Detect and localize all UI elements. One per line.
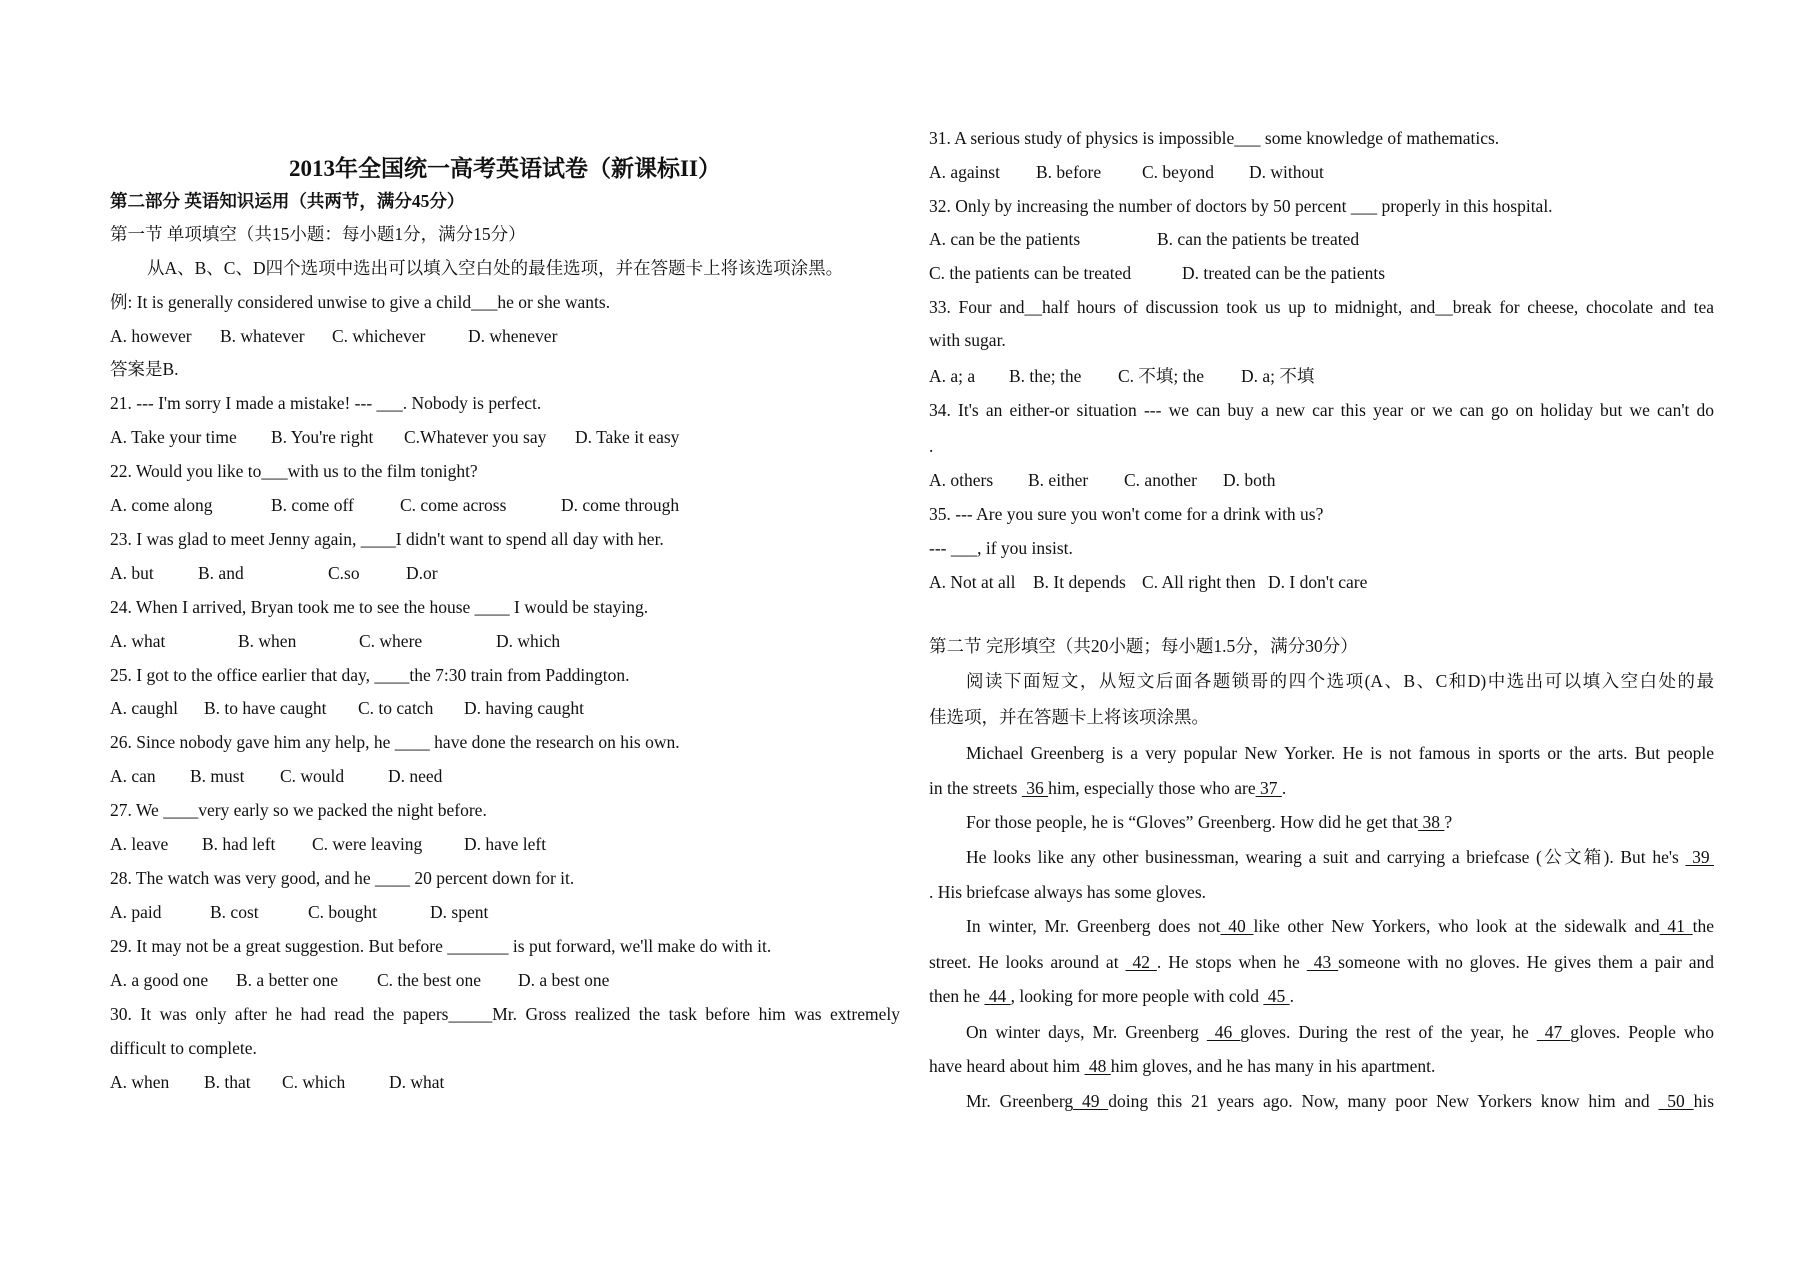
text-line (110, 867, 574, 889)
answer-option: D. need (388, 766, 443, 786)
text-line: street. He looks around at 42 . He stops when he 43 someone with no gloves. He gives them a pair and (929, 952, 1715, 972)
answer-option: D. without (1249, 162, 1324, 182)
line-text: 26. Since nobody gave him any help, he ____ have done the research on his own. (110, 732, 680, 752)
text-line (929, 985, 1294, 1007)
answer-option: C. the patients can be treated (929, 263, 1132, 283)
line-text: 21. --- I'm sorry I made a mistake! --- ___. Nobody is perfect. (110, 393, 542, 413)
answer-option: A. a good one (110, 970, 209, 990)
text-line (110, 257, 843, 279)
answer-option: C. come across (400, 495, 507, 515)
cloze-blank: 36 (1021, 778, 1049, 798)
cloze-blank: 43 (1306, 952, 1339, 972)
line-text: . (929, 436, 934, 456)
line-text: in the streets 36 him, especially those who are 37 . (929, 778, 1287, 798)
line-text: 25. I got to the office earlier that day, ____the 7:30 train from Paddington. (110, 665, 630, 685)
text-line (929, 706, 1209, 728)
answer-option: B. come off (271, 495, 354, 515)
text-line: Michael Greenberg is a very popular New Yorker. He is not famous in sports or the arts. But people (966, 743, 1714, 763)
text-line (929, 881, 1206, 903)
answer-options (110, 494, 900, 516)
text-line (929, 537, 1073, 559)
cloze-blank: 39 (1685, 847, 1715, 867)
section-heading (110, 190, 464, 212)
text-line (110, 460, 478, 482)
line-text: 例: It is generally considered unwise to give a child___he or she wants. (110, 292, 611, 312)
answer-option: B. to have caught (204, 698, 327, 718)
line-text: . His briefcase always has some gloves. (929, 882, 1207, 902)
line-text: 29. It may not be a great suggestion. But before _______ is put forward, we'll make do with it. (110, 936, 772, 956)
answer-option: D. treated can be the patients (1182, 263, 1386, 283)
cloze-blank: 40 (1220, 916, 1254, 936)
answer-options (110, 969, 900, 991)
answer-option: D. a best one (518, 970, 610, 990)
answer-option: A. others (929, 470, 994, 490)
answer-option: B. You're right (271, 427, 374, 447)
answer-option: D.or (406, 563, 438, 583)
answer-option: C. where (359, 631, 423, 651)
answer-options (929, 161, 1714, 183)
cloze-blank: 38 (1418, 812, 1445, 832)
line-text: --- ___, if you insist. (929, 538, 1073, 558)
answer-option: B. and (198, 563, 244, 583)
answer-option: B. whatever (220, 326, 305, 346)
answer-option: A. come along (110, 495, 213, 515)
text-line: In winter, Mr. Greenberg does not 40 like other New Yorkers, who look at the sidewalk and 41 the (966, 916, 1715, 936)
answer-option: A. against (929, 162, 1000, 182)
answer-option: A. caughl (110, 698, 179, 718)
answer-option: A. Not at all (929, 572, 1016, 592)
text-line (929, 811, 1452, 833)
answer-option: B. the; the (1009, 366, 1082, 386)
line-text: with sugar. (929, 330, 1006, 350)
answer-option: B. either (1028, 470, 1089, 490)
cloze-blank: 47 (1536, 1022, 1571, 1042)
answer-option: A. can be the patients (929, 229, 1081, 249)
answer-option: C. to catch (358, 698, 434, 718)
answer-options (929, 365, 1714, 387)
answer-option: C.Whatever you say (404, 427, 547, 447)
text-line: 阅读下面短文，从短文后面各题锁哥的四个选项(A、B、C和D)中选出可以填入空白处的最 (966, 671, 1714, 691)
text-line (929, 435, 933, 457)
text-line (110, 528, 664, 550)
answer-option: A. however (110, 326, 192, 346)
text-line: He looks like any other businessman, wearing a suit and carrying a briefcase (公文箱). But he's 39 (966, 847, 1715, 867)
answer-option: A. when (110, 1072, 170, 1092)
text-line (110, 358, 179, 380)
answer-option: A. a; a (929, 366, 976, 386)
answer-options (110, 697, 900, 719)
answer-options (929, 228, 1714, 250)
text-line (110, 935, 771, 957)
answer-option: D. both (1223, 470, 1276, 490)
text-line (110, 1037, 257, 1059)
line-text: 31. A serious study of physics is impossible___ some knowledge of mathematics. (929, 128, 1500, 148)
answer-option: B. had left (202, 834, 276, 854)
text-line (929, 503, 1323, 525)
answer-option: D. whenever (468, 326, 558, 346)
answer-option: B. before (1036, 162, 1102, 182)
text-line (929, 195, 1553, 217)
answer-options (929, 262, 1714, 284)
answer-options (929, 571, 1714, 593)
answer-option: C. beyond (1142, 162, 1214, 182)
line-text: 32. Only by increasing the number of doctors by 50 percent ___ properly in this hospital. (929, 196, 1553, 216)
line-text: 从A、B、C、D四个选项中选出可以填入空白处的最佳选项，并在答题卡上将该选项涂黑。 (147, 258, 844, 278)
text-line (929, 777, 1286, 799)
line-text: then he 44 , looking for more people with cold 45 . (929, 986, 1295, 1006)
line-text: 24. When I arrived, Bryan took me to see the house ____ I would be staying. (110, 597, 649, 617)
text-line: On winter days, Mr. Greenberg 46 gloves. During the rest of the year, he 47 gloves. People who (966, 1022, 1715, 1042)
answer-option: D. come through (561, 495, 680, 515)
answer-options (110, 426, 900, 448)
answer-options (110, 833, 900, 855)
line-text: 28. The watch was very good, and he ____ 20 percent down for it. (110, 868, 575, 888)
answer-option: B. can the patients be treated (1157, 229, 1360, 249)
text-line (929, 635, 1358, 657)
answer-options (110, 765, 900, 787)
answer-option: A. can (110, 766, 156, 786)
text-line (110, 664, 630, 686)
answer-option: A. leave (110, 834, 169, 854)
answer-option: C. 不填; the (1118, 366, 1205, 386)
line-text: 佳选项，并在答题卡上将该项涂黑。 (929, 707, 1209, 727)
cloze-blank: 46 (1206, 1022, 1241, 1042)
line-text: 35. --- Are you sure you won't come for a drink with us? (929, 504, 1324, 524)
answer-options (929, 469, 1714, 491)
answer-option: C. whichever (332, 326, 426, 346)
answer-option: D. I don't care (1268, 572, 1368, 592)
answer-options (110, 630, 900, 652)
answer-option: A. paid (110, 902, 162, 922)
answer-options (110, 562, 900, 584)
answer-option: C. were leaving (312, 834, 423, 854)
answer-option: B. that (204, 1072, 251, 1092)
answer-option: C.so (328, 563, 360, 583)
text-line (110, 596, 648, 618)
text-line (110, 799, 487, 821)
text-line (110, 731, 680, 753)
text-line (110, 223, 526, 245)
line-text: have heard about him 48 him gloves, and he has many in his apartment. (929, 1056, 1436, 1076)
text-line (110, 291, 610, 313)
text-line: 34. It's an either-or situation --- we can buy a new car this year or we can go on holiday but we can't do (929, 400, 1714, 420)
answer-option: D. which (496, 631, 561, 651)
text-line (110, 392, 541, 414)
answer-options (110, 1071, 900, 1093)
answer-options (110, 325, 900, 347)
line-text: 22. Would you like to___with us to the film tonight? (110, 461, 478, 481)
line-text: difficult to complete. (110, 1038, 257, 1058)
answer-option: B. when (238, 631, 297, 651)
answer-option: A. what (110, 631, 166, 651)
answer-option: A. but (110, 563, 154, 583)
answer-options (110, 901, 900, 923)
line-text: For those people, he is “Gloves” Greenberg. How did he get that 38 ? (966, 812, 1453, 832)
cloze-blank: 44 (984, 986, 1011, 1006)
answer-option: D. what (389, 1072, 445, 1092)
answer-option: C. would (280, 766, 345, 786)
text-line (929, 1055, 1435, 1077)
line-text: 27. We ____very early so we packed the night before. (110, 800, 487, 820)
line-text: 第一节 单项填空（共15小题：每小题1分，满分15分） (110, 224, 526, 244)
answer-option: C. the best one (377, 970, 482, 990)
answer-option: B. a better one (236, 970, 339, 990)
line-text: 23. I was glad to meet Jenny again, ____I didn't want to spend all day with her. (110, 529, 664, 549)
answer-option: C. which (282, 1072, 346, 1092)
cloze-blank: 50 (1658, 1091, 1694, 1111)
answer-option: D. a; 不填 (1241, 366, 1315, 386)
line-text: 第二节 完形填空（共20小题；每小题1.5分，满分30分） (929, 636, 1358, 656)
cloze-blank: 37 (1255, 778, 1282, 798)
line-text: 第二部分 英语知识运用（共两节，满分45分） (110, 191, 465, 211)
text-line: 30. It was only after he had read the papers_____Mr. Gross realized the task before him was extremely (110, 1004, 900, 1024)
cloze-blank: 48 (1084, 1056, 1111, 1076)
answer-option: D. spent (430, 902, 489, 922)
answer-option: D. having caught (464, 698, 585, 718)
answer-option: C. All right then (1142, 572, 1256, 592)
text-line: Mr. Greenberg 49 doing this 21 years ago. Now, many poor New Yorkers know him and 50 his (966, 1091, 1715, 1111)
answer-option: C. another (1124, 470, 1197, 490)
line-text: 答案是B. (110, 359, 179, 379)
cloze-blank: 41 (1659, 916, 1693, 936)
text-line: 33. Four and__half hours of discussion took us up to midnight, and__break for cheese, chocolate and tea (929, 297, 1714, 317)
answer-option: D. Take it easy (575, 427, 680, 447)
answer-option: A. Take your time (110, 427, 237, 447)
answer-option: D. have left (464, 834, 547, 854)
text-line (929, 329, 1006, 351)
cloze-blank: 45 (1263, 986, 1290, 1006)
cloze-blank: 49 (1073, 1091, 1109, 1111)
answer-option: B. must (190, 766, 245, 786)
answer-option: B. cost (210, 902, 259, 922)
page-title: 2013年全国统一高考英语试卷（新课标II） (289, 156, 721, 181)
cloze-blank: 42 (1125, 952, 1157, 972)
answer-option: C. bought (308, 902, 378, 922)
answer-option: B. It depends (1033, 572, 1126, 592)
text-line (929, 127, 1499, 149)
